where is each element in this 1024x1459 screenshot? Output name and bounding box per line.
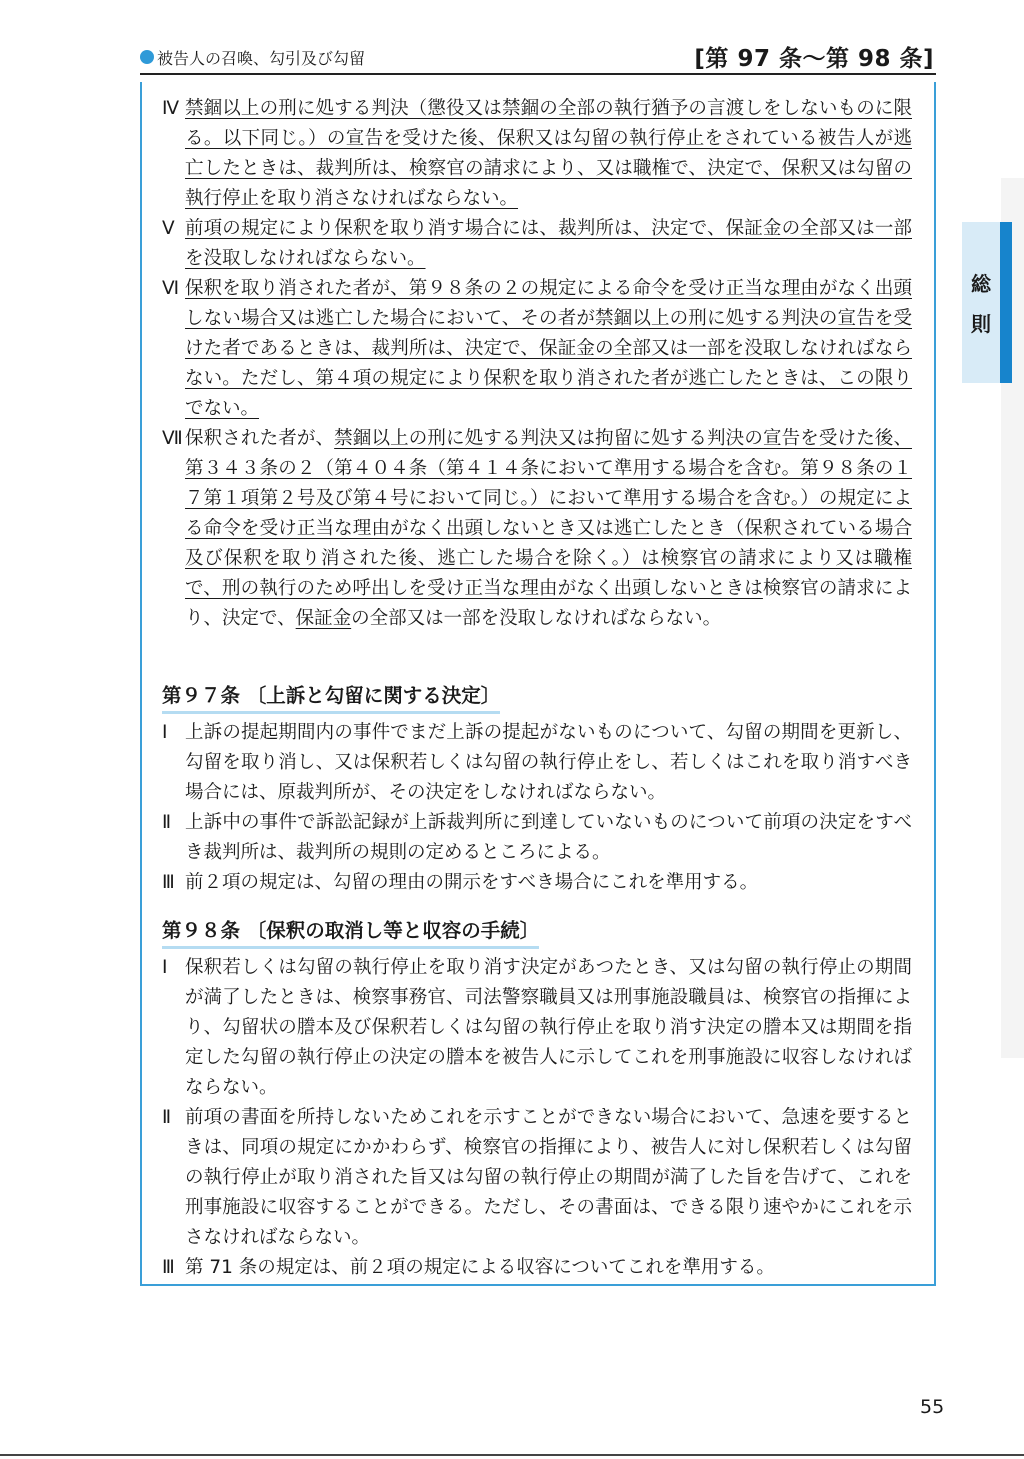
clause-number: Ⅱ <box>162 1107 172 1128</box>
clause-text: 保釈を取り消された者が、第９８条の２の規定による命令を受け正当な理由がなく出頭しない場合又は逃亡した場合において、その者が禁錮以上の刑に処する判決の宣告を受けた者であるときは、裁判所は、決定で、保証金の全部又は一部を没取しなければならない。ただし、第４項の規定により保釈を取り消された者が逃亡したときは、この限りでない。 <box>185 278 912 419</box>
clause-text: 前項の書面を所持しないためこれを示すことができない場合において、急速を要するときは、同項の規定にかかわらず、検察官の指揮により、被告人に対し保釈若しくは勾留の執行停止が取り消された旨又は勾留の執行停止の期間が満了した旨を告げて、これを刑事施設に収容することができる。ただし、その書面は、できる限り速やかにこれを示さなければならない。 <box>185 1107 912 1248</box>
chapter-tab-accent <box>1000 222 1012 383</box>
clause-4 <box>162 94 912 214</box>
clause-number: Ⅶ <box>162 428 183 449</box>
clause-7 <box>162 424 912 634</box>
article-97-heading: 第９７条 〔上訴と勾留に関する決定〕 <box>162 680 500 714</box>
clause-text: 上訴の提起期間内の事件でまだ上訴の提起がないものについて、勾留の期間を更新し、勾留を取り消し、又は保釈若しくは勾留の執行停止をし、若しくはこれを取り消すべき場合には、原裁判所が、その決定をしなければならない。 <box>185 722 912 803</box>
clause-text-underlined: 保証金 <box>295 608 352 629</box>
clause-text: 前２項の規定は、勾留の理由の開示をすべき場合にこれを準用する。 <box>185 872 759 893</box>
clause-text: 第 71 条の規定は、前２項の規定による収容についてこれを準用する。 <box>185 1257 775 1278</box>
clause-number: Ⅱ <box>162 812 172 833</box>
article-98-clause-3 <box>162 1253 912 1283</box>
article-98-clause-2 <box>162 1103 912 1253</box>
statute-text-box <box>140 82 936 1286</box>
clause-number: Ⅰ <box>162 957 168 978</box>
article-98-clause-1 <box>162 953 912 1103</box>
clause-number: Ⅲ <box>162 872 175 893</box>
chapter-tab-label: 総 則 <box>971 272 991 336</box>
clause-number: Ⅲ <box>162 1257 175 1278</box>
clause-number: Ⅳ <box>162 98 180 119</box>
clause-number: Ⅴ <box>162 218 175 239</box>
clause-text-underlined: 禁錮以上の刑に処する判決又は拘留に処する判決の宣告を受けた後、第３４３条の２（第４０４条（第４１４条において準用する場合を含む。第９８条の１７第１項第２号及び第４号において同じ。）において準用する場合を含む。）の規定による命令を受け正当な理由がなく出頭しないとき又は逃亡したとき（保釈されている場合及び保釈を取り消された後、逃亡した場合を除く。）は検察官の請求により又は職権で、刑の執行のため呼出しを受け正当な理由がなく出頭しないときは <box>185 428 912 599</box>
section-bullet-icon <box>140 50 154 64</box>
section-title: 被告人の召喚、勾引及び勾留 <box>157 49 366 68</box>
header-divider <box>140 73 936 75</box>
clause-text: 保釈若しくは勾留の執行停止を取り消す決定があつたとき、又は勾留の執行停止の期間が満了したときは、検察事務官、司法警察職員又は刑事施設職員は、検察官の指揮により、勾留状の謄本及び保釈若しくは勾留の執行停止を取り消す決定の謄本又は期間を指定した勾留の執行停止の決定の謄本を被告人に示してこれを刑事施設に収容しなければならない。 <box>185 957 912 1098</box>
bottom-divider <box>0 1454 1024 1456</box>
page-number: 55 <box>920 1396 945 1418</box>
clause-text-plain: 保釈された者が、 <box>185 428 335 449</box>
article-range: [第 97 条〜第 98 条] <box>694 46 934 72</box>
clause-text-plain: 検察官の請求により、決定で、 <box>185 578 912 629</box>
clause-number: Ⅰ <box>162 722 168 743</box>
clause-5 <box>162 214 912 274</box>
article-97-clause-1 <box>162 718 912 808</box>
chapter-tab[interactable] <box>962 222 1012 383</box>
article-98-heading: 第９８条 〔保釈の取消し等と収容の手続〕 <box>162 915 539 949</box>
clause-6 <box>162 274 912 424</box>
clause-text: 禁錮以上の刑に処する判決（懲役又は禁錮の全部の執行猶予の言渡しをしないものに限る。以下同じ。）の宣告を受けた後、保釈又は勾留の執行停止をされている被告人が逃亡したときは、裁判所は、検察官の請求により、又は職権で、決定で、保釈又は勾留の執行停止を取り消さなければならない。 <box>185 98 912 209</box>
clause-text: 上訴中の事件で訴訟記録が上訴裁判所に到達していないものについて前項の決定をすべき裁判所は、裁判所の規則の定めるところによる。 <box>185 812 912 863</box>
article-97-clause-3 <box>162 868 912 898</box>
clause-text-plain: の全部又は一部を没取しなければならない。 <box>351 608 722 629</box>
clause-number: Ⅵ <box>162 278 180 299</box>
clause-text: 前項の規定により保釈を取り消す場合には、裁判所は、決定で、保証金の全部又は一部を没取しなければならない。 <box>185 218 912 269</box>
article-97-clause-2 <box>162 808 912 868</box>
